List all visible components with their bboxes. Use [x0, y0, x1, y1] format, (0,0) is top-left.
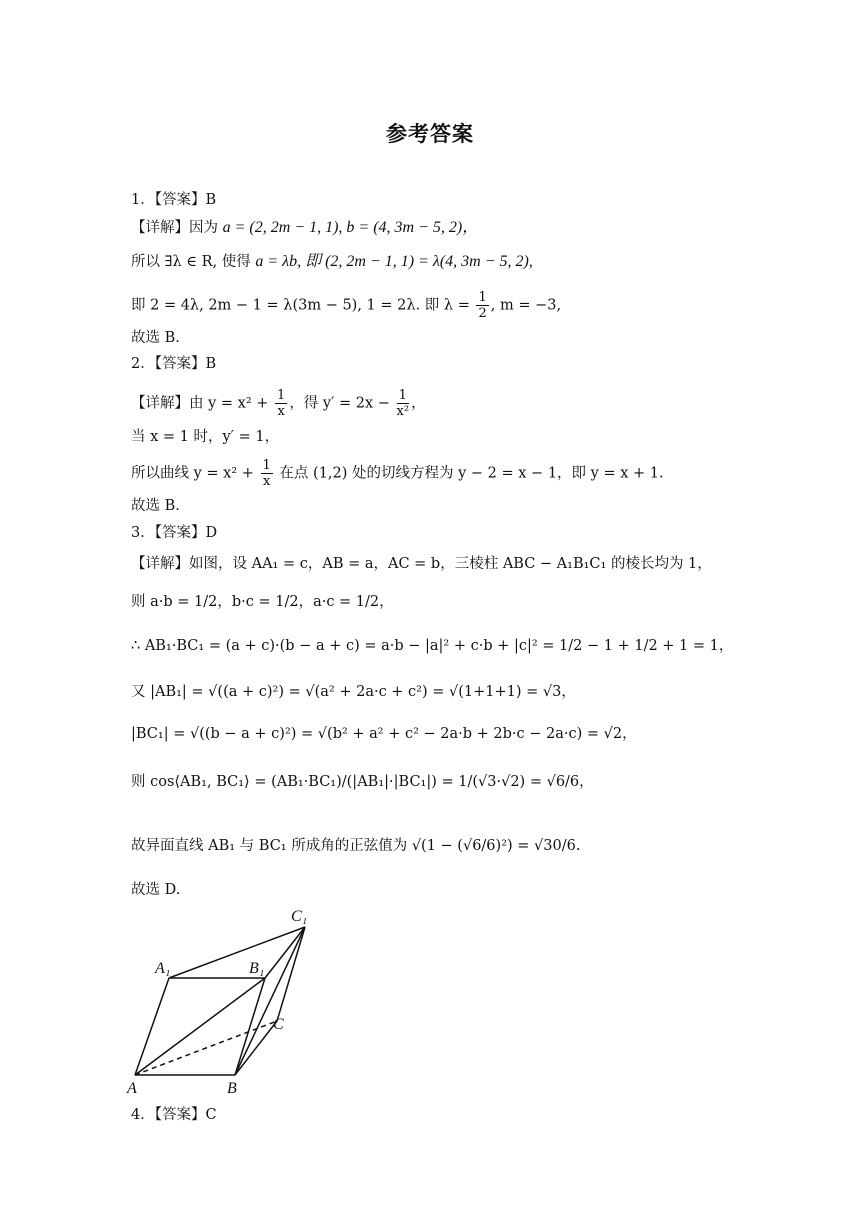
q4-answer: 4．【答案】C: [131, 1107, 217, 1123]
q1-detail-line3: 即 2 = 4λ, 2m − 1 = λ(3m − 5), 1 = 2λ. 即 λ = $\frac{1}{2}$ , m = −3,: [131, 290, 562, 321]
q3-detail-line1: 【详解】如图，设 AA₁ = c，AB = a，AC = b，三棱柱 ABC − A₁B₁C₁ 的棱长均为 1，: [131, 556, 712, 572]
q3-detail-line7: 故异面直线 AB₁ 与 BC₁ 所成角的正弦值为 √(1 − (√6/6)²) = √30/6.: [131, 838, 581, 854]
q1-detail-line2: 所以 ∃λ ∈ R, 使得 a = λb, 即 (2, 2m − 1, 1) = λ(4, 3m − 5, 2),: [131, 253, 533, 270]
q3-detail-line2: 则 a·b = 1/2，b·c = 1/2，a·c = 1/2，: [131, 594, 394, 610]
q3-conclusion: 故选 D.: [131, 882, 181, 898]
q2-conclusion: 故选 B.: [131, 498, 180, 514]
q2-detail-line3: 所以曲线 y = x² + $\frac{1}{x}$ 在点 (1,2) 处的切线方程为 y − 2 = x − 1，即 y = x + 1.: [131, 458, 664, 489]
label-b1: B₁: [249, 960, 265, 977]
label-a: A: [127, 1080, 137, 1095]
page-title: 参考答案: [386, 122, 474, 146]
label-c: C: [273, 1016, 284, 1033]
label-c1: C₁: [291, 908, 308, 925]
q1-detail-line1: 【详解】因为 a = (2, 2m − 1, 1), b = (4, 3m − 5, 2)，: [131, 219, 479, 236]
q3-detail-line6: 则 cos⟨AB₁, BC₁⟩ = (AB₁·BC₁)/(|AB₁|·|BC₁|) = 1/(√3·√2) = √6/6，: [131, 774, 594, 790]
q3-detail-line5: |BC₁| = √((b − a + c)²) = √(b² + a² + c² − 2a·b + 2b·c − 2a·c) = √2，: [131, 726, 637, 742]
q3-answer: 3．【答案】D: [131, 525, 218, 541]
prism-figure: [125, 905, 325, 1095]
q1-conclusion: 故选 B.: [131, 330, 180, 346]
q2-detail-line2: 当 x = 1 时，y′ = 1，: [131, 429, 280, 445]
q2-detail-line1: 【详解】由 y = x² + $\frac{1}{x}$ ，得 y′ = 2x − $\frac{1}{\text{x²}}$ ，: [131, 388, 426, 419]
label-b: B: [227, 1080, 237, 1095]
q2-answer: 2．【答案】B: [131, 356, 217, 372]
q3-detail-line4: 又 |AB₁| = √((a + c)²) = √(a² + 2a·c + c²) = √(1+1+1) = √3，: [131, 684, 576, 700]
label-a1: A₁: [155, 960, 171, 977]
q1-answer: 1．【答案】B: [131, 192, 217, 208]
q3-detail-line3: ∴ AB₁·BC₁ = (a + c)·(b − a + c) = a·b − |a|² + c·b + |c|² = 1/2 − 1 + 1/2 + 1 = 1，: [131, 638, 734, 654]
